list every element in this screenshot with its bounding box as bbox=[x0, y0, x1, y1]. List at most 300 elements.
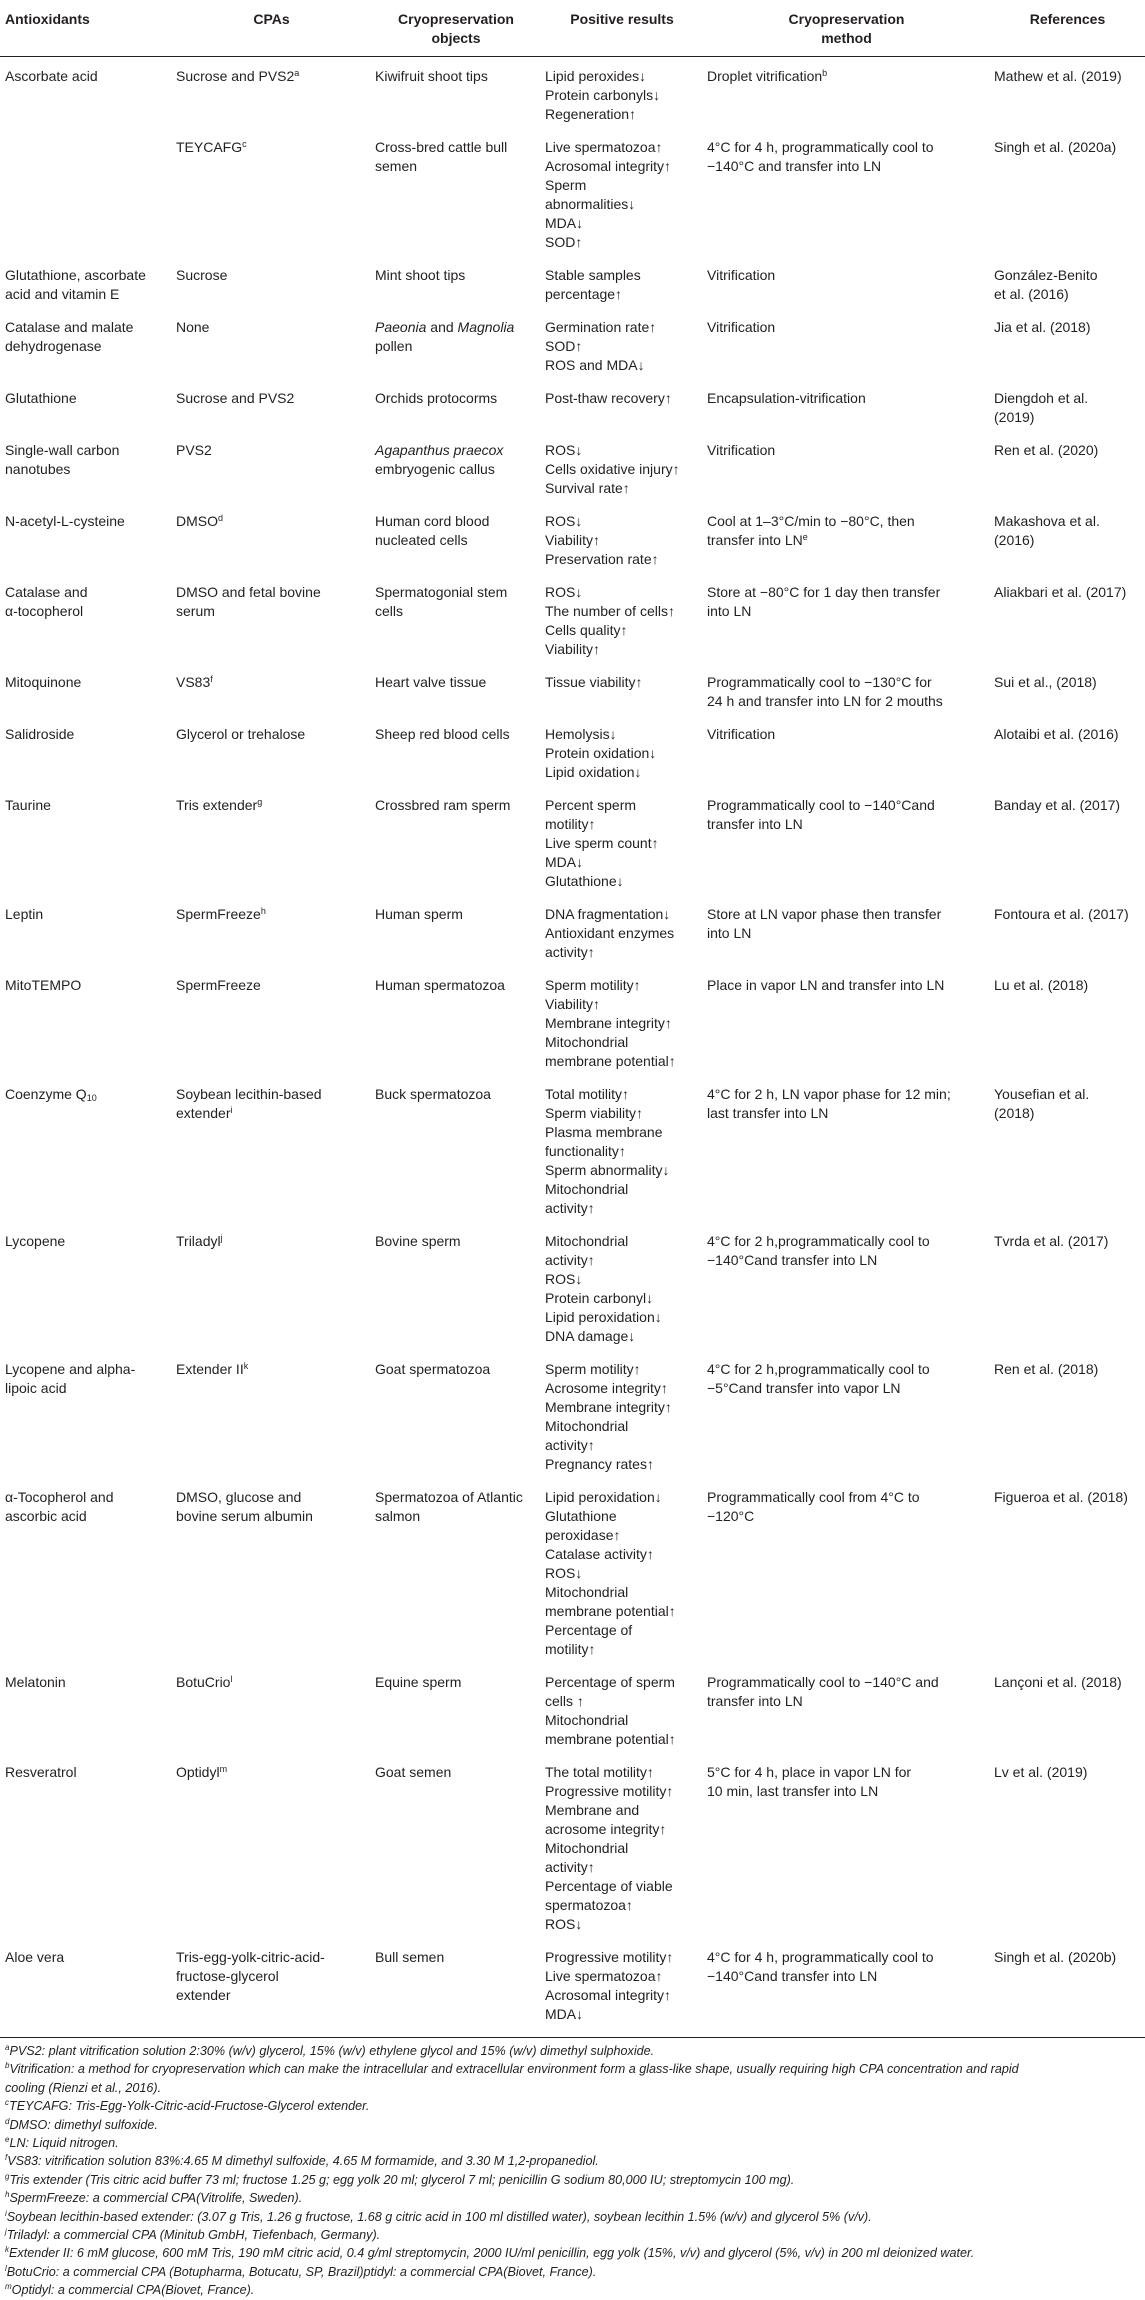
text-run: Droplet vitrification bbox=[707, 68, 823, 84]
text-run: Mitochondrial bbox=[545, 1034, 629, 1050]
text-run: Spermatogonial stem cells bbox=[375, 584, 508, 619]
cell-line bbox=[707, 796, 986, 815]
text-run: Plasma membrane bbox=[545, 1124, 663, 1140]
text-run: Tris extender (Tris citric acid buffer 73 ml; fructose 1.25 g; egg yolk 20 ml; glycerol 7 ml; penicillin G sodium 80,000 IU; streptomycin 100 mg). bbox=[9, 2172, 795, 2187]
cpa-cell bbox=[172, 266, 371, 318]
cell-line bbox=[545, 460, 699, 479]
cell-line bbox=[545, 318, 699, 337]
footnote-line bbox=[5, 2134, 1140, 2152]
footnote-marker: c bbox=[242, 139, 247, 149]
footnote-line bbox=[5, 2116, 1140, 2134]
text-run: Tissue viability↑ bbox=[545, 674, 643, 690]
text-run: Ren et al. (2020) bbox=[994, 442, 1099, 458]
antioxidant-cell bbox=[0, 725, 172, 796]
text-run: Mitochondrial bbox=[545, 1181, 629, 1197]
text-run: (2016) bbox=[994, 532, 1035, 548]
italic-text: Agapanthus praecox bbox=[375, 442, 504, 458]
text-run: Glycerol or trehalose bbox=[176, 726, 306, 742]
table-row bbox=[0, 266, 1145, 318]
header-line: method bbox=[821, 30, 872, 46]
cell-line bbox=[545, 1602, 699, 1621]
footnote-marker: b bbox=[822, 68, 828, 78]
antioxidant-cell bbox=[0, 512, 172, 583]
footnote-line bbox=[5, 2208, 1140, 2226]
cell-line bbox=[545, 1858, 699, 1877]
cell-line bbox=[545, 1033, 699, 1052]
cell-line bbox=[545, 796, 699, 815]
cell-line bbox=[545, 266, 699, 285]
footnote-marker: j bbox=[220, 1233, 223, 1243]
text-run: Glutathione, ascorbate bbox=[5, 267, 146, 283]
header-line: References bbox=[1029, 11, 1106, 27]
cell-line bbox=[375, 1360, 537, 1379]
footnote-marker: j bbox=[5, 2227, 7, 2237]
text-run: extender bbox=[176, 1987, 231, 2003]
text-run: Membrane integrity↑ bbox=[545, 1015, 672, 1031]
text-run: Regeneration↑ bbox=[545, 106, 637, 122]
cpa-cell bbox=[172, 1085, 371, 1232]
antioxidant-cell bbox=[0, 1948, 172, 2038]
cell-line bbox=[707, 67, 986, 86]
text-run: 4°C for 2 h,programmatically cool to bbox=[707, 1233, 930, 1249]
cell-line bbox=[5, 460, 168, 479]
cell-line bbox=[545, 105, 699, 124]
footnote-marker: k bbox=[5, 2245, 9, 2255]
footnote-line bbox=[5, 2171, 1140, 2189]
text-run: ROS↓ bbox=[545, 1565, 583, 1581]
cell-line bbox=[545, 1711, 699, 1730]
text-run: MitoTEMPO bbox=[5, 977, 82, 993]
cell-line bbox=[707, 692, 986, 711]
text-run: Lycopene and alpha- bbox=[5, 1361, 136, 1377]
text-run: Coenzyme Q bbox=[5, 1086, 87, 1102]
text-run: Mitochondrial bbox=[545, 1584, 629, 1600]
text-run: Acrosome integrity↑ bbox=[545, 1380, 668, 1396]
text-run: Mint shoot tips bbox=[375, 267, 466, 283]
results-cell bbox=[541, 1673, 703, 1763]
cell-line bbox=[5, 796, 168, 815]
reference-cell bbox=[990, 725, 1145, 796]
table-body bbox=[0, 57, 1145, 2038]
cell-line bbox=[545, 1014, 699, 1033]
footnote-marker: i bbox=[230, 1105, 233, 1115]
text-run: Programmatically cool to −140°C and bbox=[707, 1674, 939, 1690]
cell-line bbox=[375, 512, 537, 531]
text-run: Crossbred ram sperm bbox=[375, 797, 511, 813]
cell-line bbox=[545, 1251, 699, 1270]
cell-line bbox=[375, 905, 537, 924]
cell-line bbox=[994, 1360, 1141, 1379]
italic-text: Magnolia bbox=[457, 319, 515, 335]
text-run: Cells quality↑ bbox=[545, 622, 628, 638]
text-run: Membrane and bbox=[545, 1802, 640, 1818]
cell-line bbox=[994, 1085, 1141, 1104]
text-run: Yousefian et al. bbox=[994, 1086, 1090, 1102]
cell-line bbox=[176, 1104, 367, 1123]
text-run: Sucrose and PVS2 bbox=[176, 68, 295, 84]
cell-line bbox=[545, 763, 699, 782]
cell-line bbox=[707, 602, 986, 621]
cell-line bbox=[707, 1251, 986, 1270]
cell-line bbox=[707, 1360, 986, 1379]
cell-line bbox=[5, 1488, 168, 1507]
footnote-line bbox=[5, 2152, 1140, 2170]
cell-line bbox=[707, 138, 986, 157]
text-run: Programmatically cool to −130°C for bbox=[707, 674, 932, 690]
cell-line bbox=[545, 1782, 699, 1801]
cell-line bbox=[545, 389, 699, 408]
text-run: Survival rate↑ bbox=[545, 480, 630, 496]
cpa-cell bbox=[172, 138, 371, 266]
cell-line bbox=[545, 1545, 699, 1564]
cell-line bbox=[5, 602, 168, 621]
antioxidant-cell bbox=[0, 266, 172, 318]
cell-line bbox=[707, 389, 986, 408]
header-cpas bbox=[172, 0, 371, 57]
text-run: Progressive motility↑ bbox=[545, 1949, 674, 1965]
cell-line bbox=[545, 1360, 699, 1379]
text-run: None bbox=[176, 319, 210, 335]
text-run: Tvrda et al. (2017) bbox=[994, 1233, 1109, 1249]
cell-line bbox=[5, 976, 168, 995]
text-run: Alotaibi et al. (2016) bbox=[994, 726, 1119, 742]
antioxidant-cell bbox=[0, 1763, 172, 1948]
text-run: Aloe vera bbox=[5, 1949, 65, 1965]
footnote-line bbox=[5, 2060, 1140, 2078]
results-cell bbox=[541, 389, 703, 441]
cell-line bbox=[5, 725, 168, 744]
cell-line bbox=[994, 796, 1141, 815]
reference-cell bbox=[990, 1488, 1145, 1673]
cell-line bbox=[5, 512, 168, 531]
cell-line bbox=[176, 1488, 367, 1507]
cell-line bbox=[545, 550, 699, 569]
cell-line bbox=[545, 67, 699, 86]
text-run: Sperm viability↑ bbox=[545, 1105, 644, 1121]
footnote-line bbox=[5, 2263, 1140, 2281]
text-run: Makashova et al. bbox=[994, 513, 1100, 529]
cell-line bbox=[176, 318, 367, 337]
object-cell bbox=[371, 441, 541, 512]
object-cell bbox=[371, 1948, 541, 2038]
cell-line bbox=[375, 1673, 537, 1692]
cell-line bbox=[707, 976, 986, 995]
text-run: spermatozoa↑ bbox=[545, 1897, 633, 1913]
cell-line bbox=[545, 1673, 699, 1692]
method-cell bbox=[703, 138, 990, 266]
header-antioxidants bbox=[0, 0, 172, 57]
cell-line bbox=[176, 138, 367, 157]
text-run: ROS↓ bbox=[545, 1271, 583, 1287]
text-run: nanotubes bbox=[5, 461, 71, 477]
object-cell bbox=[371, 583, 541, 673]
text-run: BotuCrio bbox=[176, 1674, 231, 1690]
text-run: PVS2: plant vitrification solution 2:30% (w/v) glycerol, 15% (w/v) ethylene glycol and 15% (w/v) dimethyl sulphoxide. bbox=[9, 2044, 655, 2058]
method-cell bbox=[703, 57, 990, 139]
cell-line bbox=[994, 531, 1141, 550]
footnote-marker: d bbox=[5, 2116, 10, 2126]
cell-line bbox=[994, 1673, 1141, 1692]
text-run: Vitrification bbox=[707, 442, 776, 458]
reference-cell bbox=[990, 57, 1145, 139]
cell-line bbox=[176, 512, 367, 531]
text-run: (2018) bbox=[994, 1105, 1035, 1121]
method-cell bbox=[703, 441, 990, 512]
cell-line bbox=[707, 1692, 986, 1711]
cell-line bbox=[707, 1967, 986, 1986]
cell-line bbox=[176, 441, 367, 460]
cell-line bbox=[994, 1232, 1141, 1251]
footnote-line bbox=[5, 2281, 1140, 2299]
cell-line bbox=[545, 905, 699, 924]
cell-line bbox=[5, 1379, 168, 1398]
cell-line bbox=[176, 1986, 367, 2005]
text-run: Lipid peroxidation↓ bbox=[545, 1489, 662, 1505]
object-cell bbox=[371, 905, 541, 976]
cell-line bbox=[5, 67, 168, 86]
cell-line bbox=[545, 195, 699, 214]
cell-line bbox=[5, 1360, 168, 1379]
cell-line bbox=[545, 1398, 699, 1417]
cell-line bbox=[545, 943, 699, 962]
table-row bbox=[0, 1360, 1145, 1488]
text-run: MDA↓ bbox=[545, 215, 584, 231]
cell-line bbox=[707, 441, 986, 460]
results-cell bbox=[541, 1488, 703, 1673]
reference-cell bbox=[990, 138, 1145, 266]
cell-line bbox=[545, 479, 699, 498]
cell-line bbox=[707, 512, 986, 531]
text-run: MDA↓ bbox=[545, 854, 584, 870]
cpa-cell bbox=[172, 1673, 371, 1763]
text-run: Sperm motility↑ bbox=[545, 1361, 641, 1377]
text-run: Human sperm bbox=[375, 906, 463, 922]
results-cell bbox=[541, 1085, 703, 1232]
cell-line bbox=[707, 1232, 986, 1251]
text-run: α-tocopherol bbox=[5, 603, 84, 619]
antioxidant-cell bbox=[0, 1360, 172, 1488]
text-run: bovine serum albumin bbox=[176, 1508, 313, 1524]
text-run: activity↑ bbox=[545, 1437, 595, 1453]
antioxidant-cell bbox=[0, 1232, 172, 1360]
italic-text: Paeonia bbox=[375, 319, 427, 335]
footnote-marker: a bbox=[5, 2043, 10, 2052]
antioxidant-cell bbox=[0, 1085, 172, 1232]
cell-line bbox=[994, 583, 1141, 602]
text-run: −140°Cand transfer into LN bbox=[707, 1252, 878, 1268]
text-run: 24 h and transfer into LN for 2 mouths bbox=[707, 693, 943, 709]
text-run: DMSO, glucose and bbox=[176, 1489, 302, 1505]
cell-line bbox=[994, 905, 1141, 924]
cell-line bbox=[545, 1877, 699, 1896]
text-run: salmon bbox=[375, 1508, 421, 1524]
text-run: Human spermatozoa bbox=[375, 977, 505, 993]
text-run: Singh et al. (2020b) bbox=[994, 1949, 1117, 1965]
cell-line bbox=[176, 1948, 367, 1967]
text-run: Catalase and malate bbox=[5, 319, 134, 335]
antioxidant-cell bbox=[0, 318, 172, 389]
cell-line bbox=[545, 138, 699, 157]
text-run: et al. (2016) bbox=[994, 286, 1069, 302]
cell-line bbox=[545, 853, 699, 872]
method-cell bbox=[703, 1232, 990, 1360]
text-run: Encapsulation-vitrification bbox=[707, 390, 866, 406]
header-positive-results bbox=[541, 0, 703, 57]
object-cell bbox=[371, 318, 541, 389]
cell-line bbox=[5, 318, 168, 337]
text-run: Goat semen bbox=[375, 1764, 452, 1780]
cell-line bbox=[176, 1085, 367, 1104]
method-cell bbox=[703, 796, 990, 905]
cpa-cell bbox=[172, 1360, 371, 1488]
text-run: Figueroa et al. (2018) bbox=[994, 1489, 1128, 1505]
results-cell bbox=[541, 905, 703, 976]
text-run: Place in vapor LN and transfer into LN bbox=[707, 977, 945, 993]
text-run: Vitrification bbox=[707, 726, 776, 742]
cell-line bbox=[545, 1199, 699, 1218]
cell-line bbox=[545, 531, 699, 550]
object-cell bbox=[371, 1488, 541, 1673]
method-cell bbox=[703, 1360, 990, 1488]
cell-line bbox=[545, 1488, 699, 1507]
text-run: nucleated cells bbox=[375, 532, 468, 548]
text-run: Mitochondrial bbox=[545, 1840, 629, 1856]
cpa-cell bbox=[172, 583, 371, 673]
text-run: Membrane integrity↑ bbox=[545, 1399, 672, 1415]
cell-line bbox=[5, 285, 168, 304]
text-run: Glutathione bbox=[545, 1508, 617, 1524]
text-run: membrane potential↑ bbox=[545, 1053, 676, 1069]
reference-cell bbox=[990, 673, 1145, 725]
text-run: 4°C for 4 h, programmatically cool to bbox=[707, 139, 934, 155]
results-cell bbox=[541, 725, 703, 796]
cell-line bbox=[545, 1308, 699, 1327]
cell-line bbox=[545, 1161, 699, 1180]
footnote-marker: l bbox=[230, 1674, 233, 1684]
method-cell bbox=[703, 976, 990, 1085]
cell-line bbox=[176, 796, 367, 815]
text-run: peroxidase↑ bbox=[545, 1527, 621, 1543]
cell-line bbox=[375, 725, 537, 744]
footnote-line bbox=[5, 2042, 1140, 2060]
table-row bbox=[0, 1232, 1145, 1360]
cell-line bbox=[707, 905, 986, 924]
cell-line bbox=[545, 1583, 699, 1602]
results-cell bbox=[541, 441, 703, 512]
cpa-cell bbox=[172, 1488, 371, 1673]
text-run: Mitoquinone bbox=[5, 674, 82, 690]
text-run: Viability↑ bbox=[545, 996, 600, 1012]
cell-line bbox=[545, 1692, 699, 1711]
cell-line bbox=[994, 1488, 1141, 1507]
text-run: SOD↑ bbox=[545, 234, 583, 250]
text-run: transfer into LN bbox=[707, 816, 803, 832]
object-cell bbox=[371, 1673, 541, 1763]
cell-line bbox=[375, 1507, 537, 1526]
cell-line bbox=[545, 176, 699, 195]
footnote-marker: c bbox=[5, 2098, 9, 2108]
cell-line bbox=[375, 583, 537, 621]
text-run: Store at LN vapor phase then transfer bbox=[707, 906, 942, 922]
object-cell bbox=[371, 389, 541, 441]
cell-line bbox=[375, 266, 537, 285]
cell-line bbox=[375, 389, 537, 408]
cell-line bbox=[176, 1967, 367, 1986]
results-cell bbox=[541, 1360, 703, 1488]
text-run: Spermatozoa of Atlantic bbox=[375, 1489, 523, 1505]
text-run: Tris-egg-yolk-citric-acid- bbox=[176, 1949, 325, 1965]
text-run: and bbox=[426, 319, 458, 335]
cell-line bbox=[545, 924, 699, 943]
object-cell bbox=[371, 976, 541, 1085]
reference-cell bbox=[990, 1673, 1145, 1763]
cell-line bbox=[375, 1232, 537, 1251]
cell-line bbox=[375, 673, 537, 692]
table-row bbox=[0, 673, 1145, 725]
method-cell bbox=[703, 725, 990, 796]
cell-line bbox=[994, 389, 1141, 408]
reference-cell bbox=[990, 1763, 1145, 1948]
reference-cell bbox=[990, 1360, 1145, 1488]
text-run: embryogenic callus bbox=[375, 461, 495, 477]
text-run: extender bbox=[176, 1105, 231, 1121]
text-run: Protein carbonyls↓ bbox=[545, 87, 661, 103]
table-row bbox=[0, 976, 1145, 1085]
cell-line bbox=[545, 1640, 699, 1659]
text-run: Live spermatozoa↑ bbox=[545, 1968, 663, 1984]
cell-line bbox=[994, 673, 1141, 692]
reference-cell bbox=[990, 1085, 1145, 1232]
text-run: Ascorbate acid bbox=[5, 68, 98, 84]
cell-line bbox=[375, 67, 537, 86]
cell-line bbox=[545, 725, 699, 744]
cell-line bbox=[707, 725, 986, 744]
cell-line bbox=[545, 512, 699, 531]
cell-line bbox=[707, 1948, 986, 1967]
cell-line bbox=[545, 640, 699, 659]
text-run: pollen bbox=[375, 338, 413, 354]
footnote-line bbox=[5, 2244, 1140, 2262]
cell-line bbox=[5, 1673, 168, 1692]
footnote-marker: l bbox=[5, 2263, 7, 2273]
text-run: DMSO and fetal bovine bbox=[176, 584, 321, 600]
object-cell bbox=[371, 1085, 541, 1232]
cell-line bbox=[545, 1142, 699, 1161]
text-run: Glutathione↓ bbox=[545, 873, 624, 889]
cell-line bbox=[545, 86, 699, 105]
text-run: α-Tocopherol and bbox=[5, 1489, 114, 1505]
results-cell bbox=[541, 976, 703, 1085]
text-run: TEYCAFG: Tris-Egg-Yolk-Citric-acid-Fructose-Glycerol extender. bbox=[9, 2099, 370, 2114]
footnote-line bbox=[5, 2189, 1140, 2207]
text-run: Post-thaw recovery↑ bbox=[545, 390, 672, 406]
cell-line bbox=[707, 1673, 986, 1692]
cell-line bbox=[994, 441, 1141, 460]
table-row bbox=[0, 1085, 1145, 1232]
header-line: objects bbox=[431, 30, 481, 46]
text-run: PVS2 bbox=[176, 442, 212, 458]
cell-line bbox=[545, 815, 699, 834]
cell-line bbox=[545, 1507, 699, 1526]
text-run: activity↑ bbox=[545, 1859, 595, 1875]
cell-line bbox=[994, 408, 1141, 427]
method-cell bbox=[703, 1085, 990, 1232]
results-cell bbox=[541, 512, 703, 583]
table-row bbox=[0, 318, 1145, 389]
footnote-line bbox=[5, 2079, 1140, 2097]
reference-cell bbox=[990, 389, 1145, 441]
text-run: transfer into LN bbox=[707, 532, 803, 548]
